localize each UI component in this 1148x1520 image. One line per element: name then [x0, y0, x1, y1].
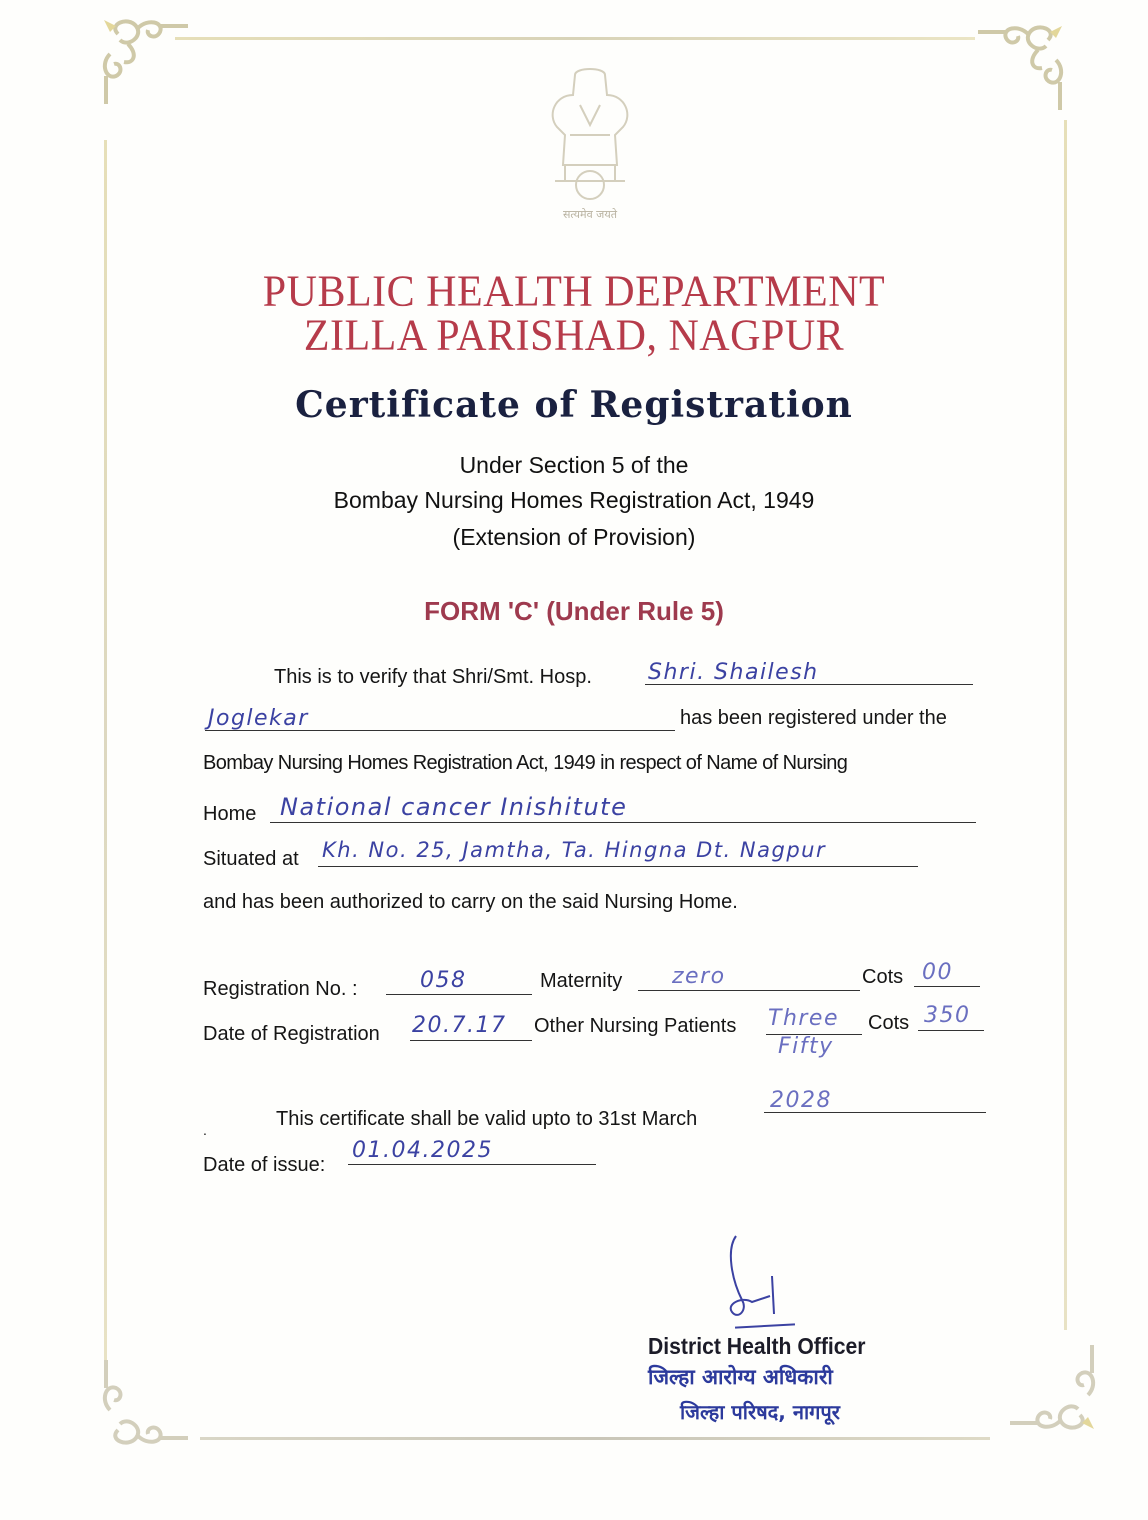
registered-text: has been registered under the: [680, 707, 947, 729]
certificate-title: Certificate of Registration: [295, 384, 853, 426]
validity-text: This certificate shall be valid upto to 31st March: [276, 1108, 698, 1130]
maternity-cots-label: Cots: [862, 966, 904, 988]
border-top: [175, 37, 975, 40]
bullet-dot: .: [203, 1122, 207, 1138]
maternity-label: Maternity: [540, 970, 623, 992]
authorized-text: and has been authorized to carry on the said Nursing Home.: [203, 891, 738, 913]
other-cots-underline: [918, 1030, 984, 1031]
act-name: Bombay Nursing Homes Registration Act, 1949: [333, 487, 815, 513]
address-underline: [318, 866, 918, 867]
stamp-line-1: जिल्हा आरोग्य अधिकारी: [648, 1365, 833, 1389]
issue-date-value: 01.04.2025: [352, 1138, 493, 1163]
situated-label: Situated at: [203, 848, 299, 870]
home-label: Home: [203, 803, 257, 825]
other-cots-label: Cots: [868, 1012, 910, 1034]
address-value: Kh. No. 25, Jamtha, Ta. Hingna Dt. Nagpur: [322, 838, 827, 862]
owner-name-line1: Shri. Shailesh: [648, 660, 819, 685]
act-text: Bombay Nursing Homes Registration Act, 1949 in respect of Name of Nursing: [203, 752, 848, 774]
nursing-home-underline: [270, 822, 976, 823]
signature-icon: [722, 1230, 802, 1330]
department-subtitle: ZILLA PARISHAD, NAGPUR: [303, 311, 845, 361]
date-of-registration-value: 20.7.17: [412, 1013, 507, 1038]
verify-prefix: This is to verify that Shri/Smt. Hosp.: [274, 666, 592, 688]
reg-no-value: 058: [420, 968, 467, 993]
other-nursing-value-line2: Fifty: [778, 1034, 834, 1059]
corner-ornament-icon: [978, 20, 1068, 110]
act-section: Under Section 5 of the: [459, 452, 689, 478]
act-extension: (Extension of Provision): [452, 524, 696, 550]
form-label: FORM 'C' (Under Rule 5): [424, 596, 724, 626]
date-of-registration-underline: [410, 1040, 532, 1041]
department-title: PUBLIC HEALTH DEPARTMENT: [262, 267, 886, 317]
reg-no-label: Registration No. :: [203, 978, 358, 1000]
national-emblem-icon: [535, 65, 645, 205]
reg-no-underline: [386, 994, 532, 995]
maternity-underline: [638, 990, 860, 991]
emblem-motto: सत्यमेव जयते: [562, 208, 617, 221]
maternity-cots-underline: [914, 986, 980, 987]
date-of-registration-label: Date of Registration: [203, 1023, 380, 1045]
other-nursing-value-line1: Three: [768, 1006, 839, 1031]
maternity-value: zero: [672, 964, 726, 989]
corner-ornament-icon: [1010, 1345, 1100, 1435]
nursing-home-name: National cancer Inishitute: [280, 793, 628, 821]
other-cots-value: 350: [924, 1003, 971, 1028]
other-nursing-label: Other Nursing Patients: [534, 1015, 737, 1037]
stamp-line-2: जिल्हा परिषद, नागपूर: [680, 1400, 840, 1424]
corner-ornament-icon: [98, 1360, 188, 1450]
officer-title: District Health Officer: [648, 1333, 866, 1359]
maternity-cots-value: 00: [922, 960, 953, 985]
validity-year: 2028: [770, 1088, 832, 1113]
corner-ornament-icon: [98, 14, 188, 104]
issue-date-label: Date of issue:: [203, 1154, 326, 1176]
issue-date-underline: [348, 1164, 596, 1165]
owner-name-line2: Joglekar: [208, 706, 309, 731]
border-bottom: [200, 1437, 990, 1440]
